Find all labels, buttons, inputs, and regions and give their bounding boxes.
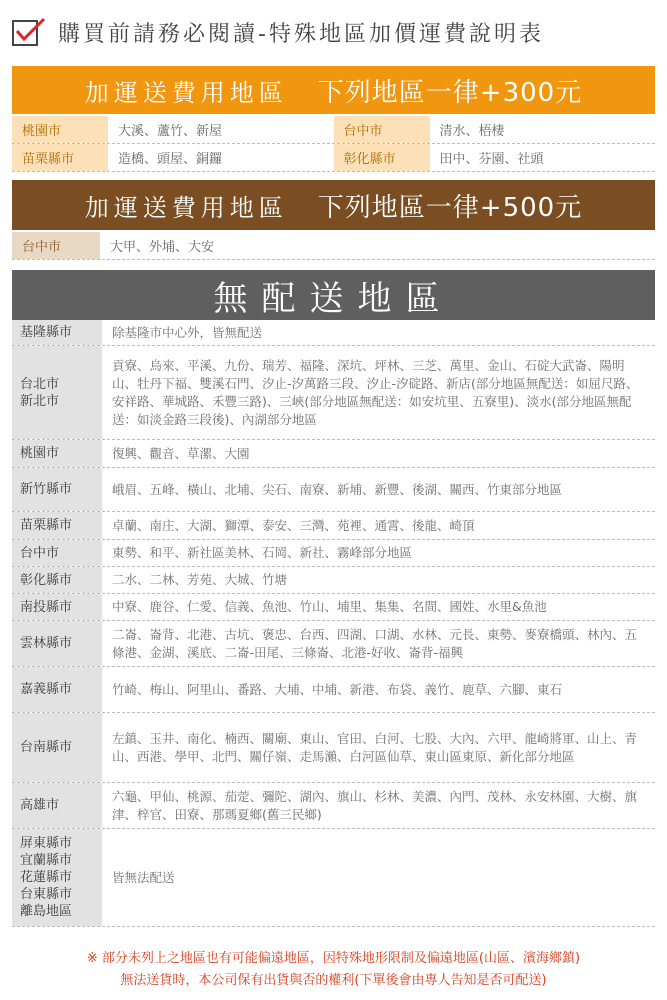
surcharge-300-price: 下列地區一律+300元 [317, 77, 583, 108]
table-row [12, 829, 655, 927]
surcharge-300-table [12, 116, 655, 172]
region-value: 六龜、甲仙、桃源、茄萣、彌陀、湖內、旗山、杉林、美濃、內門、茂林、永安林園、大樹、旗津、梓官、田寮、那瑪夏鄉(舊三民鄉) [112, 788, 638, 822]
region-key: 桃園市 [12, 116, 108, 143]
surcharge-300-header [12, 66, 655, 114]
footnote [12, 948, 655, 992]
region-key: 台中市 [334, 116, 430, 143]
table-row [12, 320, 655, 346]
region-value: 卓蘭、南庄、大湖、獅潭、泰安、三灣、苑裡、通霄、後龍、崎頂 [112, 517, 475, 533]
table-row [12, 667, 655, 713]
region-value: 東勢、和平、新社區美林、石岡、新社、霧峰部分地區 [112, 545, 413, 560]
region-key: 高雄市 [12, 783, 102, 828]
region-key: 嘉義縣市 [12, 667, 102, 712]
table-row [12, 567, 655, 594]
region-key: 苗栗縣市 [12, 144, 108, 171]
region-key: 雲林縣市 [12, 621, 102, 666]
region-key: 南投縣市 [12, 594, 102, 620]
table-row [12, 512, 655, 540]
region-key: 基隆縣市 [12, 320, 102, 345]
region-key: 屏東縣市 宜蘭縣市 花蓮縣市 台東縣市 離島地區 [12, 829, 102, 926]
region-value: 造橋、頭屋、銅鑼 [118, 152, 223, 167]
region-key: 台中市 [12, 540, 102, 566]
region-key: 台南縣市 [12, 713, 102, 782]
region-value: 竹崎、梅山、阿里山、番路、大埔、中埔、新港、布袋、義竹、鹿草、六腳、東石 [112, 681, 563, 697]
region-value: 皆無法配送 [112, 869, 175, 885]
title-row [12, 12, 657, 52]
no-delivery-header [12, 270, 655, 320]
region-value: 大溪、蘆竹、新屋 [118, 124, 223, 139]
table-row [12, 440, 655, 468]
region-value: 除基隆市中心外，皆無配送 [112, 324, 263, 340]
table-row [12, 468, 655, 512]
table-row [12, 144, 655, 172]
table-row [12, 232, 655, 260]
table-row [12, 621, 655, 667]
no-delivery-table [12, 320, 655, 927]
surcharge-500-header [12, 180, 655, 230]
footnote-line-2: 無法送貨時，本公司保有出貨與否的權利(下單後會由專人告知是否可配送) [120, 973, 547, 988]
checkmark-icon [12, 17, 46, 47]
region-key: 台北市 新北市 [12, 346, 102, 439]
region-value: 中寮、鹿谷、仁愛、信義、魚池、竹山、埔里、集集、名間、國姓、水里&魚池 [112, 599, 547, 614]
page-title: 購買前請務必閱讀-特殊地區加價運費說明表 [58, 21, 544, 47]
surcharge-500-label: 加運送費用地區 [84, 193, 288, 222]
region-value: 峨眉、五峰、橫山、北埔、尖石、南寮、新埔、新豐、後湖、關西、竹東部分地區 [112, 481, 563, 497]
region-value: 二水、二林、芳苑、大城、竹塘 [112, 572, 288, 587]
table-row [12, 783, 655, 829]
region-key: 台中市 [12, 232, 100, 259]
region-value: 左鎮、玉井、南化、楠西、關廟、東山、官田、白河、七股、大內、六甲、龍崎將軍、山上、青山、西港、學甲、北門、關仔嶺、走馬瀨、白河區仙草、東山區東原、新化部分地區 [112, 730, 638, 764]
region-key: 新竹縣市 [12, 468, 102, 511]
table-row [12, 713, 655, 783]
region-value: 二崙、崙背、北港、古坑、褒忠、台西、四湖、口湖、水林、元長、東勢、麥寮橋頭、林內、五條港、金湖、溪底、二崙-田尾、三條崙、北港-好收、崙背-福興 [112, 626, 638, 660]
surcharge-300-label: 加運送費用地區 [84, 78, 288, 107]
surcharge-500-price: 下列地區一律+500元 [317, 192, 583, 223]
footnote-line-1: ※ 部分未列上之地區也有可能偏遠地區，因特殊地形限制及偏遠地區(山區、濱海鄉鎮) [86, 951, 581, 966]
table-row [12, 116, 655, 144]
region-value: 貢寮、烏來、平溪、九份、瑞芳、福隆、深坑、坪林、三芝、萬里、金山、石碇大武崙、陽明山、牡丹下福、雙溪石門、汐止-汐萬路三段、汐止-汐碇路、新店(部分地區無配送：如屈尺路、安祥路、華城路、禾豐三路)、三峽(部分地區無配送：如安坑里、五寮里)、淡水(部分地區無配送：如淡金路三段後)、內湖部分地區 [112, 357, 639, 427]
region-value: 大甲、外埔、大安 [110, 240, 215, 255]
table-row [12, 594, 655, 621]
region-value: 清水、梧棲 [439, 124, 505, 139]
table-row [12, 346, 655, 440]
table-row [12, 540, 655, 567]
region-key: 桃園市 [12, 440, 102, 467]
no-delivery-label: 無配送地區 [213, 278, 454, 319]
region-value: 田中、芬園、社頭 [439, 152, 544, 167]
surcharge-500-table [12, 232, 655, 260]
region-key: 彰化縣市 [12, 567, 102, 593]
region-value: 復興、觀音、草漯、大園 [112, 445, 250, 461]
region-key: 彰化縣市 [334, 144, 430, 171]
region-key: 苗栗縣市 [12, 512, 102, 539]
